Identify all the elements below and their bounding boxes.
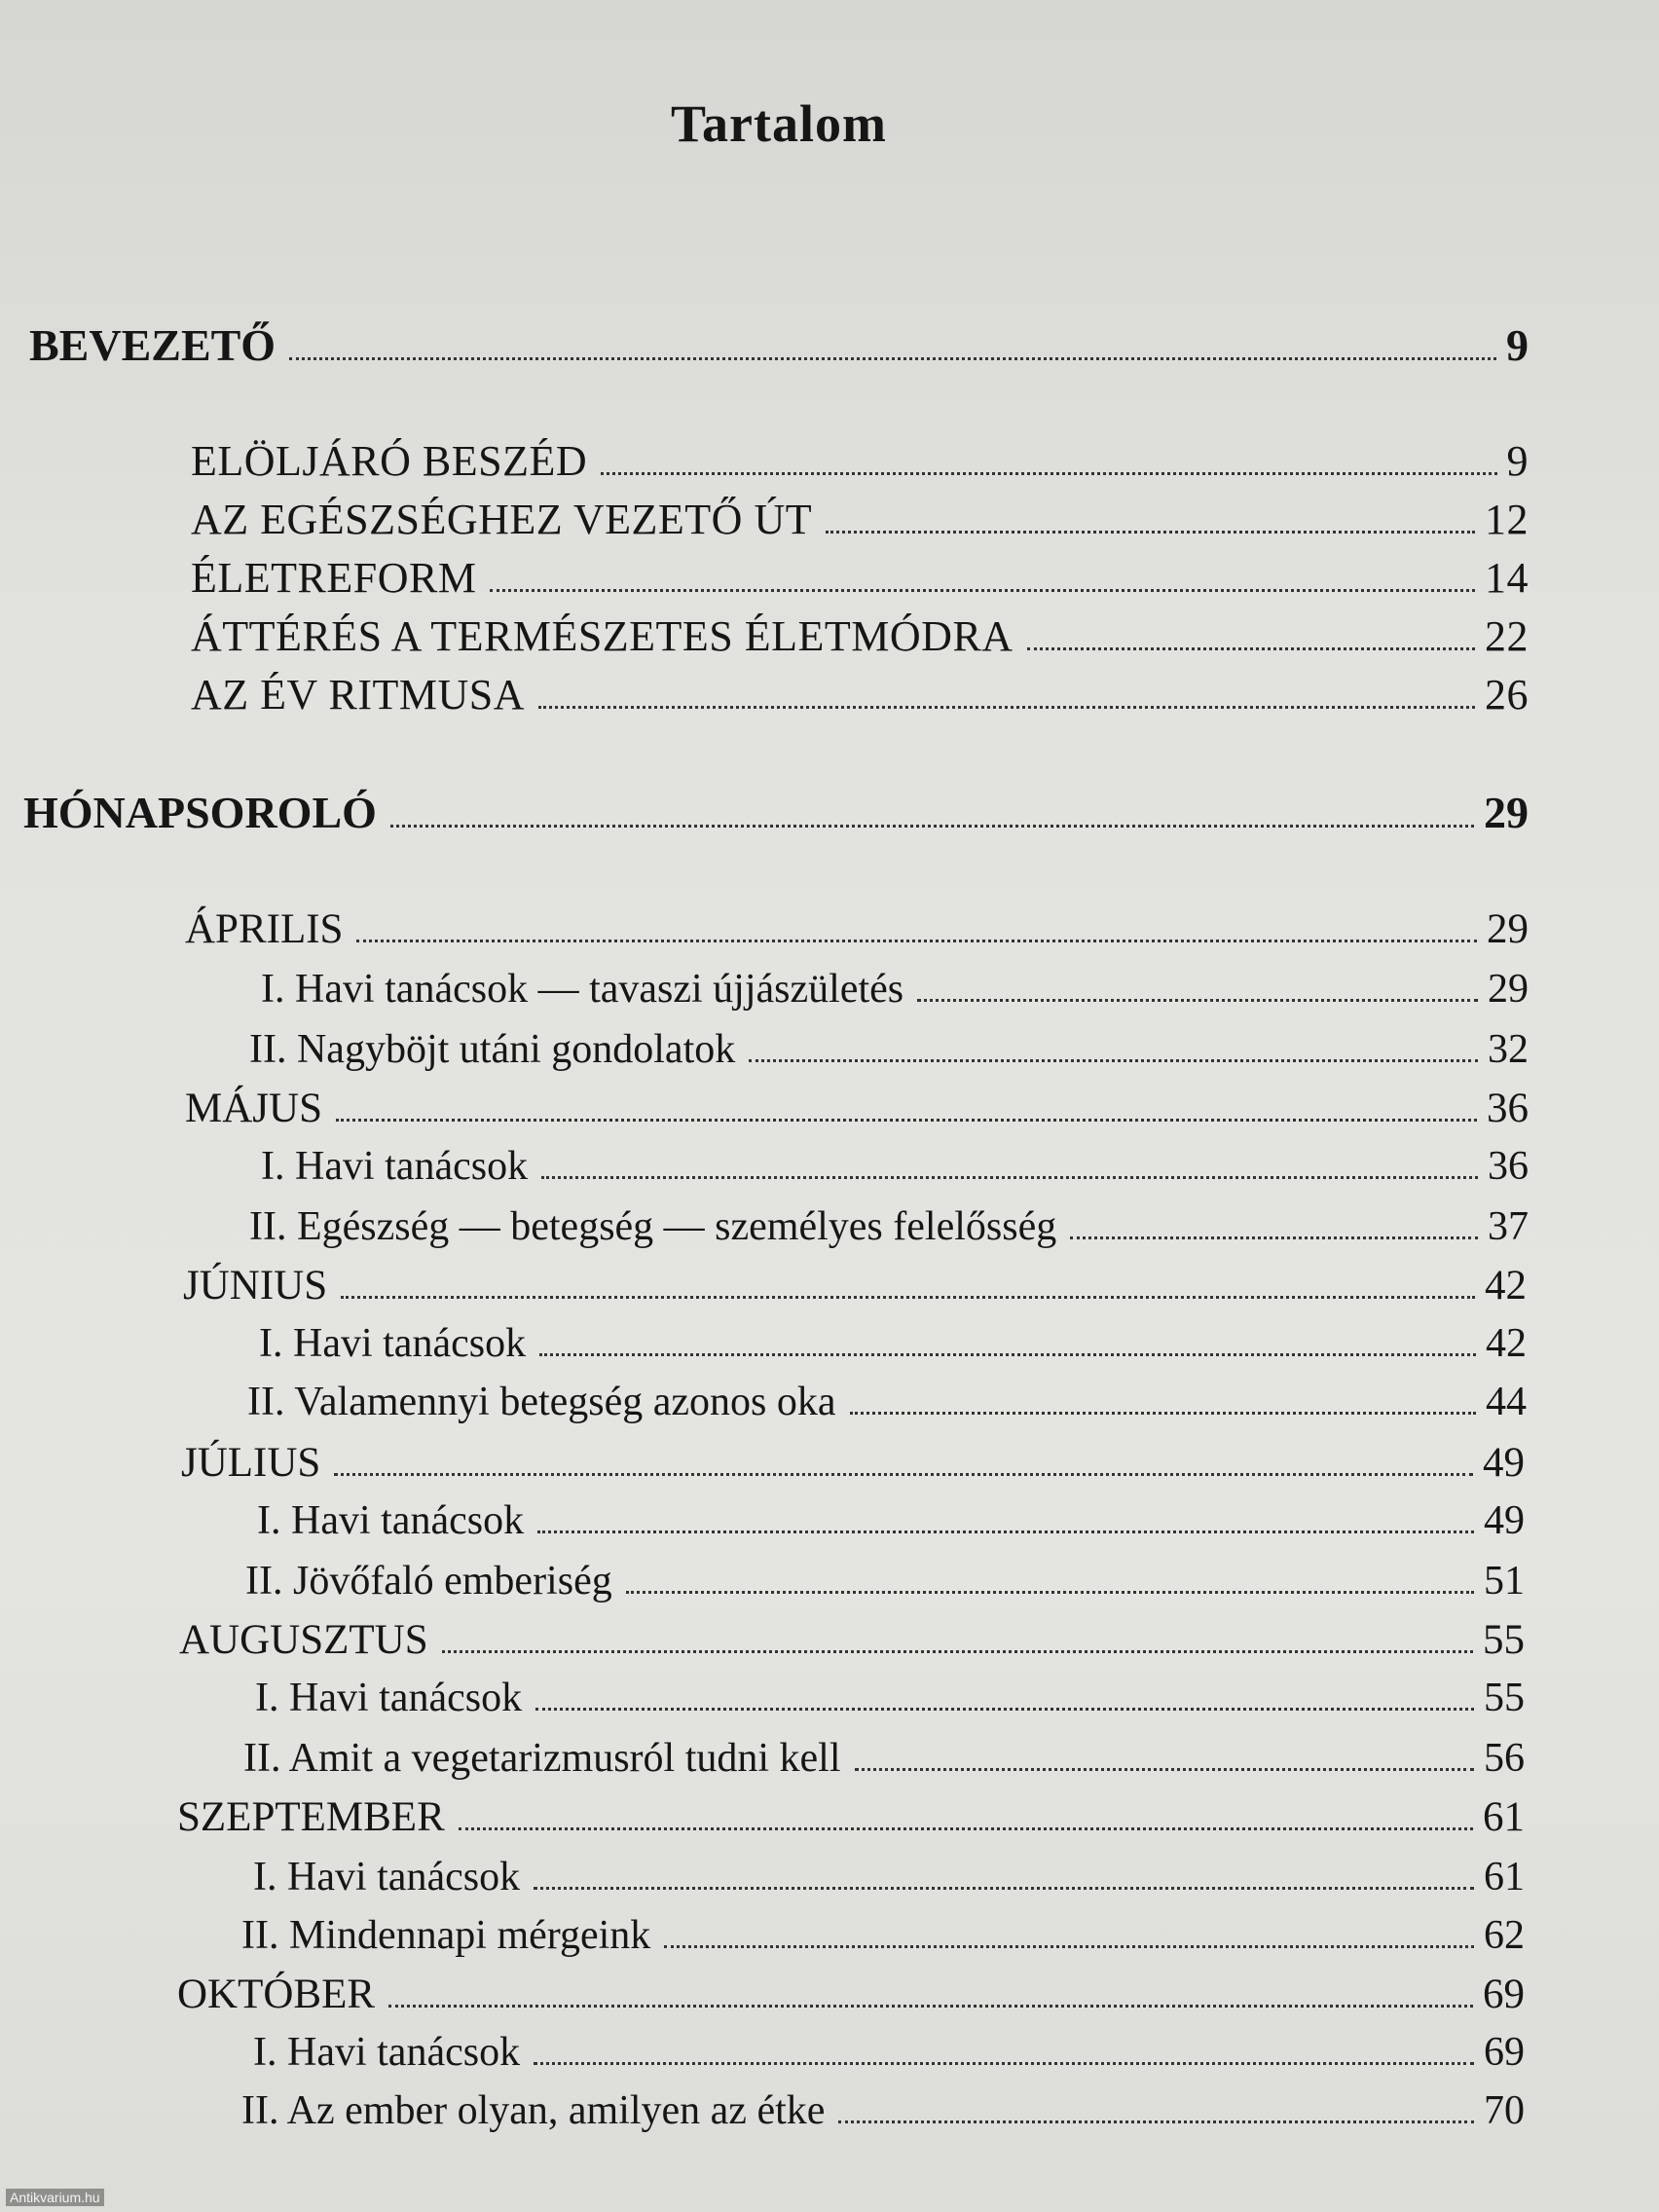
leader-dots bbox=[539, 1333, 1476, 1356]
leader-dots bbox=[390, 802, 1474, 828]
leader-dots bbox=[459, 1807, 1473, 1831]
leader-dots bbox=[601, 451, 1496, 475]
toc-entry-month: MÁJUS 36 bbox=[185, 1086, 1529, 1131]
toc-entry: I. Havi tanácsok — tavaszi újjászületés 29 bbox=[261, 967, 1529, 1012]
toc-entry-month: JÚNIUS 42 bbox=[183, 1263, 1527, 1309]
leader-dots bbox=[855, 1748, 1474, 1771]
toc-entry-month: JÚLIUS 49 bbox=[181, 1440, 1525, 1486]
leader-dots bbox=[535, 1687, 1474, 1711]
toc-entry: II. Valamennyi betegség azonos oka 44 bbox=[247, 1380, 1527, 1424]
toc-entry: II. Mindennapi mérgeink 62 bbox=[241, 1913, 1525, 1958]
leader-dots bbox=[537, 1510, 1474, 1533]
leader-dots bbox=[336, 1098, 1477, 1123]
leader-dots bbox=[289, 335, 1496, 360]
toc-entry: ÁTTÉRÉS A TERMÉSZETES ÉLETMÓDRA 22 bbox=[191, 612, 1529, 660]
toc-entry: I. Havi tanácsok 55 bbox=[255, 1676, 1525, 1720]
watermark: Antikvarium.hu bbox=[6, 2189, 104, 2206]
toc-entry: II. Amit a vegetarizmusról tudni kell 56 bbox=[243, 1736, 1525, 1781]
toc-entry: ELÖLJÁRÓ BESZÉD 9 bbox=[191, 437, 1529, 485]
toc-entry-month: SZEPTEMBER 61 bbox=[177, 1794, 1525, 1840]
toc-entry-bevezeto bbox=[29, 319, 1529, 371]
leader-dots bbox=[388, 1984, 1473, 2009]
toc-entry-page: 9 bbox=[1506, 320, 1529, 370]
leader-dots bbox=[538, 684, 1475, 709]
toc-entry: II. Egészség — betegség — személyes felelősség 37 bbox=[249, 1204, 1529, 1249]
leader-dots bbox=[626, 1570, 1474, 1594]
leader-dots bbox=[664, 1925, 1474, 1948]
leader-dots bbox=[1027, 626, 1475, 650]
leader-dots bbox=[534, 2042, 1474, 2065]
toc-entry: AZ ÉV RITMUSA 26 bbox=[191, 671, 1529, 719]
toc-entry-month: AUGUSZTUS 55 bbox=[179, 1617, 1525, 1663]
leader-dots bbox=[917, 978, 1478, 1002]
leader-dots bbox=[541, 1156, 1478, 1179]
leader-dots bbox=[838, 2100, 1474, 2123]
toc-entry: II. Nagyböjt utáni gondolatok 32 bbox=[249, 1027, 1529, 1072]
toc-entry-honapsorolo: HÓNAPSOROLÓ 29 bbox=[23, 788, 1529, 837]
toc-entry: I. Havi tanácsok 49 bbox=[257, 1498, 1525, 1543]
leader-dots bbox=[442, 1630, 1473, 1654]
leader-dots bbox=[490, 568, 1475, 592]
toc-entry: I. Havi tanácsok 36 bbox=[261, 1144, 1529, 1189]
leader-dots bbox=[341, 1275, 1475, 1300]
toc-entry: II. Jövőfaló emberiség 51 bbox=[245, 1559, 1525, 1604]
leader-dots bbox=[749, 1039, 1478, 1062]
toc-entry: I. Havi tanácsok 61 bbox=[253, 1855, 1525, 1899]
leader-dots bbox=[334, 1453, 1473, 1477]
leader-dots bbox=[1070, 1216, 1478, 1239]
leader-dots bbox=[850, 1391, 1476, 1415]
toc-entry-month: ÁPRILIS 29 bbox=[185, 906, 1529, 952]
toc-entry: ÉLETREFORM 14 bbox=[191, 554, 1529, 602]
toc-entry-month: OKTÓBER 69 bbox=[177, 1972, 1525, 2017]
toc-entry-label: BEVEZETŐ bbox=[29, 320, 276, 370]
toc-entry: I. Havi tanácsok 69 bbox=[253, 2030, 1525, 2075]
toc-entry: I. Havi tanácsok 42 bbox=[259, 1321, 1527, 1366]
toc-entry: AZ EGÉSZSÉGHEZ VEZETŐ ÚT 12 bbox=[191, 496, 1529, 543]
toc-entry: II. Az ember olyan, amilyen az étke 70 bbox=[241, 2088, 1525, 2133]
leader-dots bbox=[534, 1866, 1474, 1890]
leader-dots bbox=[356, 919, 1477, 943]
leader-dots bbox=[826, 509, 1475, 534]
page-title: Tartalom bbox=[671, 94, 887, 153]
